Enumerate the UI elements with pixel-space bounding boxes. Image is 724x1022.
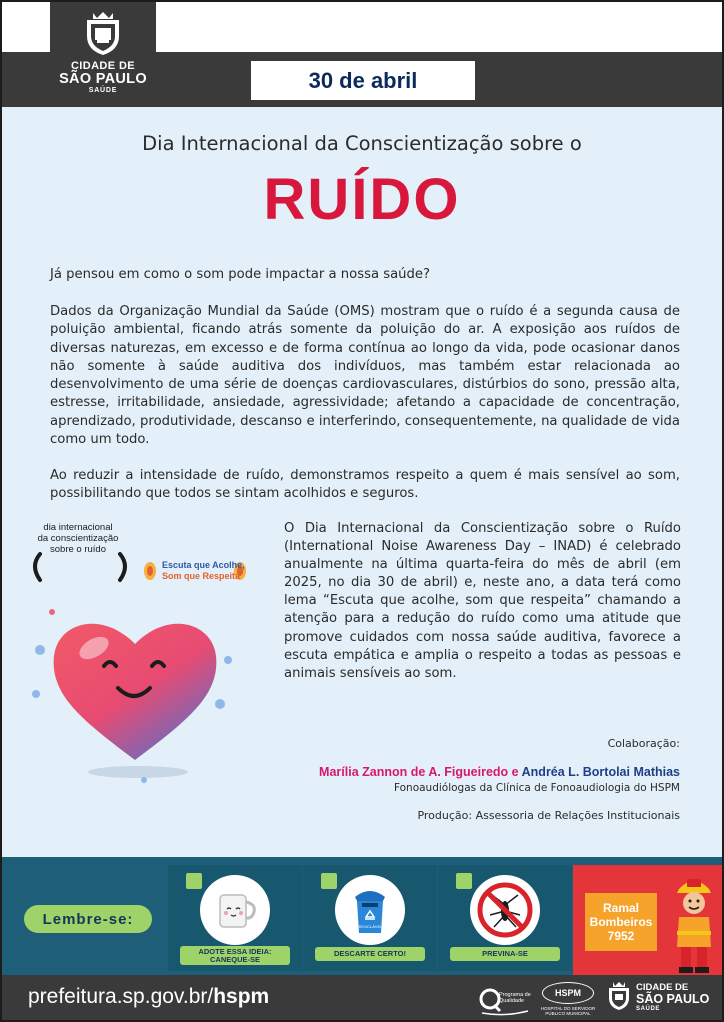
sao-paulo-logo [50,2,156,106]
credits-label: Colaboração: [607,737,680,750]
intro-question: Já pensou em como o som pode impactar a nossa saúde? [50,267,431,282]
headphones-icon [26,550,134,584]
hspm-subtitle [540,1006,596,1016]
tile-caneque [168,865,302,971]
reminder-label: Lembre-se: [24,905,152,933]
footer-logo-line3: SAÚDE [636,1006,661,1012]
inad-logo-line3: sobre o ruído [50,544,106,555]
footer [2,975,722,1022]
tile-caption-caneque [180,946,290,965]
badge-line1: Escuta que Acolhe, [162,560,245,570]
ramal-line2: Bombeiros [589,915,653,929]
inad-logo-line1: dia internacional [43,522,113,533]
body-paragraph-inad: O Dia Internacional da Conscientização sobre o Ruído (International Noise Awareness Day – INAD) é celebrado anualmente na última quarta-feira do mês de abril (em 2025, no dia 30 de abril) e, neste ano, a data terá como lema “Escuta que acolhe, som que respeita” chamando a atenção para a redução do ruído como uma atitude que promove cuidados com nossa saúde auditiva, favorece a escuta empática e amplia o respeito a todas as pessoas e animais sensíveis ao som. [284,521,681,681]
logo-line1: CIDADE DE [70,60,136,72]
body-paragraph-respect: Ao reduzir a intensidade de ruído, demonstramos respeito a quem é mais sensível ao som, possibilitando que todos se sintam acolhidos e seguros. [50,468,680,502]
title-subtitle: Dia Internacional da Conscientização sobre o [142,132,582,155]
city-crest-icon [81,10,125,56]
footer-logo-line1: CIDADE DE [636,982,689,993]
author-1: Marília Zannon de A. Figueiredo [319,765,509,779]
tile-caption-line2: CANEQUE-SE [209,954,260,964]
body-paragraph-oms: Dados da Organização Mundial da Saúde (OMS) mostram que o ruído é a segunda causa de poluição ambiental, ficando atrás somente da poluição do ar. A exposição aos ruídos de diversas naturezas, em excesso e de forma contínua ao longo da vida, pode ocasionar danos não somente à saúde auditiva dos indivíduos, mas também estar relacionada ao desenvolvimento de uma série de doenças cardiovasculares, distúrbios do sono, pressão alta, estresse, irritabilidade, ansiedade, agressividade; afetando a capacidade de concentração, aprendizado, produtividade, descanso e interferindo, consequentemente, na qualidade de vida como um todo. [50,304,680,448]
logo-line2: SÃO PAULO [59,71,147,87]
mug-icon [200,875,270,945]
date-label: 30 de abril [251,61,475,100]
firefighter-icon [669,871,719,975]
footer-logo-line2: SÃO PAULO [636,992,710,1006]
ramal-line1: Ramal [602,901,640,915]
author-conjunction: e [511,765,522,779]
ramal-number: 7952 [607,929,635,943]
tile-descarte [303,865,437,971]
hspm-sub-line1: HOSPITAL DO SERVIDOR [540,1006,596,1011]
tile-caption-line1: PREVINA-SE [482,949,528,958]
no-mosquito-icon [470,875,540,945]
recycle-bin-icon [335,875,405,945]
city-crest-small-icon [606,981,632,1011]
production-credit: Produção: Assessoria de Relações Institucionais [417,809,680,822]
inad-logo-line2: da conscientização [37,533,119,544]
logo-line3: SAÚDE [88,87,118,94]
quality-line1: Programa de [499,992,531,998]
tile-caption-previna [450,947,560,961]
quality-program-text [499,992,531,1004]
title-main: RUÍDO [263,167,461,232]
ramal-box [585,893,657,951]
hspm-sub-line2: PÚBLICO MUNICIPAL [545,1011,591,1016]
smiling-heart-icon [22,590,248,786]
tile-caption-descarte [315,947,425,961]
quality-line2: Qualidade [499,998,525,1004]
footer-url-domain: prefeitura.sp.gov.br/ [28,985,214,1008]
tile-previna [438,865,572,971]
footer-url-path: hspm [213,985,270,1008]
bin-label: RECICLÁVEL [357,924,383,929]
credits-names [252,765,680,779]
badge-line2: Som que Respeita [162,571,241,581]
tile-caption-line1: DESCARTE CERTO! [334,949,406,958]
hspm-logo: HSPM [542,982,594,1004]
credits-role: Fonoaudiólogas da Clínica de Fonoaudiologia do HSPM [393,782,680,794]
tile-caption-line1: ADOTE ESSA IDEIA: [198,946,272,956]
footer-url[interactable] [28,985,269,1009]
firefighter-extension-panel [573,865,722,975]
author-2: Andréa L. Bortolai Mathias [521,765,680,779]
